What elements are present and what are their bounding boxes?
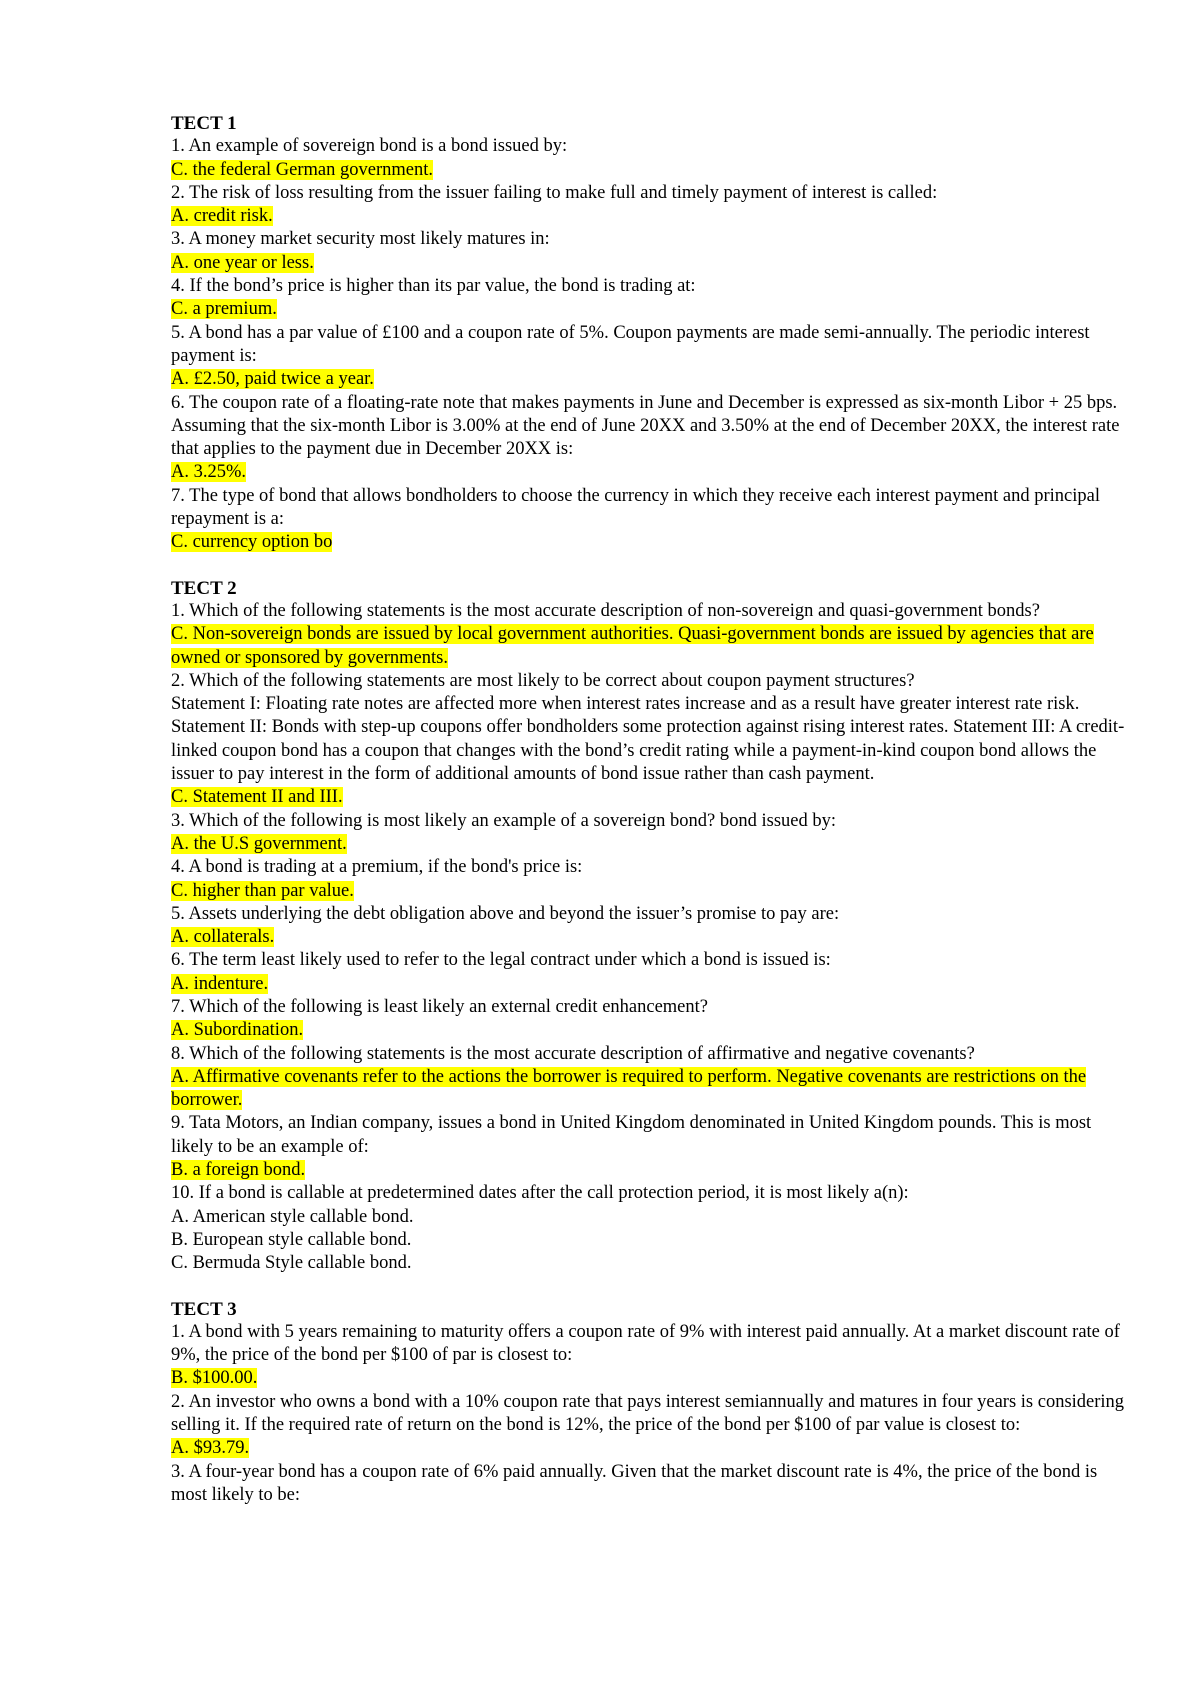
line-text: 3. A four-year bond has a coupon rate of 6% paid annually. Given that the market discount rate is 4%, the price of the bond is most likely to be:	[171, 1461, 1098, 1505]
highlighted-answer	[171, 531, 1131, 554]
line-text: 1. An example of sovereign bond is a bond issued by:	[171, 136, 568, 157]
highlighted-answer	[171, 1437, 1131, 1460]
answer-text: A. one year or less.	[171, 252, 314, 273]
question-text	[171, 903, 1131, 926]
answer-text: A. Subordination.	[171, 1020, 304, 1041]
section-title: TECT 3	[171, 1298, 237, 1320]
answer-text: A. 3.25%.	[171, 462, 247, 483]
answer-text: B. a foreign bond.	[171, 1160, 306, 1181]
question-text	[171, 949, 1131, 972]
question-text	[171, 856, 1131, 879]
question-text	[171, 135, 1131, 158]
answer-text: A. indenture.	[171, 973, 269, 994]
line-text: B. European style callable bond.	[171, 1229, 412, 1250]
line-text: 5. Assets underlying the debt obligation above and beyond the issuer’s promise to pay are:	[171, 903, 840, 924]
question-text	[171, 275, 1131, 298]
highlighted-answer	[171, 973, 1131, 996]
line-text: 2. The risk of loss resulting from the issuer failing to make full and timely payment of interest is called:	[171, 182, 938, 203]
line-text: 9. Tata Motors, an Indian company, issues a bond in United Kingdom denominated in United Kingdom pounds. This is most likely to be an example of:	[171, 1113, 1092, 1157]
answer-text: C. a premium.	[171, 299, 277, 320]
highlighted-answer	[171, 461, 1131, 484]
highlighted-answer	[171, 1066, 1131, 1113]
question-text	[171, 182, 1131, 205]
highlighted-answer	[171, 1019, 1131, 1042]
line-text: 4. A bond is trading at a premium, if the bond's price is:	[171, 857, 583, 878]
highlighted-answer	[171, 926, 1131, 949]
line-text: Statement I: Floating rate notes are affected more when interest rates increase and as a result have greater interest rate risk. Statement II: Bonds with step-up coupons offer bondholders some protection against rising interest rates. Statement III: A credit-linked coupon bond has a coupon that changes with the bond’s credit rating while a payment-in-kind coupon bond allows the issuer to pay interest in the form of additional amounts of bond issue rather than cash payment.	[171, 694, 1125, 785]
answer-text: A. the U.S government.	[171, 833, 347, 854]
line-text: 7. The type of bond that allows bondholders to choose the currency in which they receive each interest payment and principal repayment is a:	[171, 485, 1100, 530]
test-section	[171, 577, 1131, 1276]
question-text	[171, 1182, 1131, 1205]
highlighted-answer	[171, 159, 1131, 182]
question-text	[171, 322, 1131, 369]
highlighted-answer	[171, 205, 1131, 228]
section-title: TECT 2	[171, 577, 237, 599]
highlighted-answer	[171, 623, 1131, 670]
line-text: 10. If a bond is callable at predetermined dates after the call protection period, it is most likely a(n):	[171, 1183, 909, 1204]
line-text: 3. Which of the following is most likely an example of a sovereign bond? bond issued by:	[171, 810, 837, 831]
answer-text: A. £2.50, paid twice a year.	[171, 369, 374, 390]
line-text: 7. Which of the following is least likely an external credit enhancement?	[171, 996, 708, 1017]
question-text	[171, 996, 1131, 1019]
highlighted-answer	[171, 298, 1131, 321]
question-text	[171, 1461, 1131, 1508]
question-text	[171, 1112, 1131, 1159]
test-section	[171, 112, 1131, 555]
question-text	[171, 1043, 1131, 1066]
line-text: 5. A bond has a par value of £100 and a coupon rate of 5%. Coupon payments are made semi-annually. The periodic interest payment is:	[171, 322, 1090, 366]
section-title: TECT 1	[171, 113, 237, 134]
line-text: 1. A bond with 5 years remaining to maturity offers a coupon rate of 9% with interest paid annually. At a market discount rate of 9%, the price of the bond per $100 of par is closest to:	[171, 1321, 1120, 1366]
line-text: A. American style callable bond.	[171, 1206, 414, 1227]
answer-text: A. $93.79.	[171, 1438, 250, 1459]
answer-text: A. collaterals.	[171, 927, 275, 948]
line-text: 6. The term least likely used to refer to the legal contract under which a bond is issued is:	[171, 950, 831, 971]
highlighted-answer	[171, 1159, 1131, 1182]
question-text	[171, 1321, 1131, 1368]
question-text	[171, 1206, 1131, 1229]
question-text	[171, 810, 1131, 833]
answer-text: C. currency option bo	[171, 532, 333, 553]
highlighted-answer	[171, 880, 1131, 903]
highlighted-answer	[171, 252, 1131, 275]
line-text: 2. Which of the following statements are most likely to be correct about coupon payment structures?	[171, 670, 915, 691]
question-text	[171, 670, 1131, 693]
line-text: C. Bermuda Style callable bond.	[171, 1253, 412, 1274]
line-text: 4. If the bond’s price is higher than its par value, the bond is trading at:	[171, 276, 696, 297]
question-text	[171, 1391, 1131, 1438]
line-text: 3. A money market security most likely matures in:	[171, 229, 550, 250]
highlighted-answer	[171, 786, 1131, 809]
line-text: 1. Which of the following statements is the most accurate description of non-sovereign and quasi-government bonds?	[171, 600, 1040, 621]
line-text: 6. The coupon rate of a floating-rate note that makes payments in June and December is expressed as six-month Libor + 25 bps. Assuming that the six-month Libor is 3.00% at the end of June 20XX and 3.50% at the end of December 20XX, the interest rate that applies to the payment due in December 20XX is:	[171, 392, 1120, 460]
line-text: 2. An investor who owns a bond with a 10% coupon rate that pays interest semiannually and matures in four years is considering selling it. If the required rate of return on the bond is 12%, the price of the bond per $100 of par value is closest to:	[171, 1391, 1125, 1436]
answer-text: A. Affirmative covenants refer to the actions the borrower is required to perform. Negative covenants are restrictions on the borrower.	[171, 1066, 1087, 1111]
highlighted-answer	[171, 833, 1131, 856]
question-text	[171, 228, 1131, 251]
question-text	[171, 1252, 1131, 1275]
answer-text: A. credit risk.	[171, 206, 273, 227]
question-text	[171, 693, 1131, 786]
question-text	[171, 1229, 1131, 1252]
answer-text: C. higher than par value.	[171, 880, 354, 901]
answer-text: C. Statement II and III.	[171, 787, 343, 808]
test-section	[171, 1298, 1131, 1508]
answer-text: B. $100.00.	[171, 1368, 258, 1389]
answer-text: C. Non-sovereign bonds are issued by local government authorities. Quasi-government bonds are issued by agencies that are owned or sponsored by governments.	[171, 624, 1094, 668]
highlighted-answer	[171, 1367, 1131, 1390]
document-page	[171, 112, 1131, 1529]
question-text	[171, 485, 1131, 532]
highlighted-answer	[171, 368, 1131, 391]
answer-text: C. the federal German government.	[171, 159, 433, 180]
line-text: 8. Which of the following statements is the most accurate description of affirmative and negative covenants?	[171, 1043, 975, 1064]
question-text	[171, 600, 1131, 623]
question-text	[171, 392, 1131, 462]
